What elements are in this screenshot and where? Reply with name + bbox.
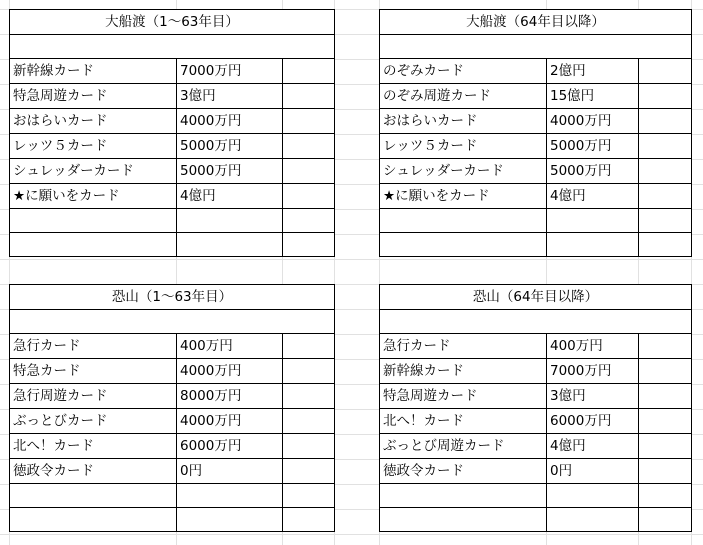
price-cell[interactable]: [547, 508, 639, 532]
card-name-cell[interactable]: 北へ！カード: [10, 434, 177, 459]
price-cell[interactable]: 2億円: [547, 59, 639, 84]
table-row: [10, 484, 335, 508]
card-name-cell[interactable]: 新幹線カード: [10, 59, 177, 84]
empty-cell[interactable]: [283, 484, 335, 508]
price-cell[interactable]: 400万円: [177, 334, 283, 359]
table-row: [10, 434, 335, 459]
price-cell[interactable]: [177, 484, 283, 508]
table-row: [380, 59, 692, 84]
blank-cell[interactable]: [380, 35, 692, 59]
price-cell[interactable]: 7000万円: [177, 59, 283, 84]
price-cell[interactable]: 5000万円: [177, 134, 283, 159]
price-cell[interactable]: 400万円: [547, 334, 639, 359]
table-row: [380, 109, 692, 134]
empty-cell[interactable]: [283, 359, 335, 384]
card-name-cell[interactable]: ぶっとびカード: [10, 409, 177, 434]
empty-cell[interactable]: [283, 159, 335, 184]
card-name-cell[interactable]: [380, 233, 547, 257]
price-cell[interactable]: [177, 233, 283, 257]
empty-cell[interactable]: [639, 484, 692, 508]
price-cell[interactable]: [547, 209, 639, 233]
table-row: [10, 84, 335, 109]
card-name-cell[interactable]: [10, 508, 177, 532]
empty-cell[interactable]: [283, 84, 335, 109]
card-name-cell[interactable]: 北へ！カード: [380, 409, 547, 434]
table-row: [380, 508, 692, 532]
empty-cell[interactable]: [283, 109, 335, 134]
card-name-cell[interactable]: のぞみカード: [380, 59, 547, 84]
empty-cell[interactable]: [283, 459, 335, 484]
blank-row: [10, 310, 335, 334]
price-cell[interactable]: [177, 209, 283, 233]
card-name-cell[interactable]: 徳政令カード: [380, 459, 547, 484]
table-row: [380, 459, 692, 484]
empty-cell[interactable]: [639, 134, 692, 159]
card-name-cell[interactable]: [10, 233, 177, 257]
card-name-cell[interactable]: 急行カード: [380, 334, 547, 359]
card-name-cell[interactable]: ぶっとび周遊カード: [380, 434, 547, 459]
table-row: [380, 334, 692, 359]
table-row: [10, 233, 335, 257]
empty-cell[interactable]: [283, 409, 335, 434]
price-cell[interactable]: 4000万円: [177, 409, 283, 434]
price-cell[interactable]: 0円: [177, 459, 283, 484]
card-name-cell[interactable]: 急行カード: [10, 334, 177, 359]
card-name-cell[interactable]: [380, 209, 547, 233]
empty-cell[interactable]: [283, 184, 335, 209]
card-name-cell[interactable]: 新幹線カード: [380, 359, 547, 384]
table-row: [10, 359, 335, 384]
table-row: [380, 233, 692, 257]
table-row: [380, 484, 692, 508]
empty-cell[interactable]: [639, 359, 692, 384]
blank-row: [380, 35, 692, 59]
card-name-cell[interactable]: [380, 484, 547, 508]
empty-cell[interactable]: [283, 59, 335, 84]
blank-row: [380, 310, 692, 334]
card-name-cell[interactable]: 特急周遊カード: [380, 384, 547, 409]
table-row: [380, 209, 692, 233]
empty-cell[interactable]: [639, 159, 692, 184]
table-row: [10, 209, 335, 233]
table-row: [10, 334, 335, 359]
card-name-cell[interactable]: 特急カード: [10, 359, 177, 384]
card-name-cell[interactable]: ★に願いをカード: [10, 184, 177, 209]
empty-cell[interactable]: [639, 434, 692, 459]
empty-cell[interactable]: [283, 233, 335, 257]
card-name-cell[interactable]: ★に願いをカード: [380, 184, 547, 209]
price-table-ofunato-late: [379, 9, 692, 257]
table-row: [380, 384, 692, 409]
table-row: [10, 134, 335, 159]
table-row: [10, 384, 335, 409]
blank-cell[interactable]: [10, 35, 335, 59]
card-name-cell[interactable]: のぞみ周遊カード: [380, 84, 547, 109]
price-cell[interactable]: [547, 233, 639, 257]
table-title[interactable]: 恐山（1〜63年目）: [10, 285, 335, 310]
price-cell[interactable]: 0円: [547, 459, 639, 484]
price-cell[interactable]: 4000万円: [177, 359, 283, 384]
card-name-cell[interactable]: おはらいカード: [380, 109, 547, 134]
empty-cell[interactable]: [283, 134, 335, 159]
empty-cell[interactable]: [639, 508, 692, 532]
price-cell[interactable]: 6000万円: [547, 409, 639, 434]
price-cell[interactable]: 7000万円: [547, 359, 639, 384]
table-row: [10, 508, 335, 532]
empty-cell[interactable]: [283, 334, 335, 359]
empty-cell[interactable]: [639, 209, 692, 233]
table-row: [10, 109, 335, 134]
empty-cell[interactable]: [283, 209, 335, 233]
price-cell[interactable]: 4000万円: [177, 109, 283, 134]
table-row: [380, 134, 692, 159]
card-name-cell[interactable]: [10, 484, 177, 508]
price-cell[interactable]: 6000万円: [177, 434, 283, 459]
table-title[interactable]: 恐山（64年目以降）: [380, 285, 692, 310]
empty-cell[interactable]: [639, 59, 692, 84]
price-cell[interactable]: 3億円: [177, 84, 283, 109]
card-name-cell[interactable]: レッツ５カード: [380, 134, 547, 159]
price-cell[interactable]: 4億円: [547, 184, 639, 209]
card-name-cell[interactable]: シュレッダーカード: [10, 159, 177, 184]
gridline-horizontal: [0, 259, 703, 260]
price-cell[interactable]: 4000万円: [547, 109, 639, 134]
table-row: [380, 409, 692, 434]
price-cell[interactable]: 4億円: [177, 184, 283, 209]
table-title-row: [380, 285, 692, 310]
empty-cell[interactable]: [639, 233, 692, 257]
table-row: [10, 459, 335, 484]
price-table-ofunato-early: [9, 9, 335, 257]
table-row: [380, 359, 692, 384]
table-title-row: [380, 10, 692, 35]
price-cell[interactable]: [177, 508, 283, 532]
table-title[interactable]: 大船渡（64年目以降）: [380, 10, 692, 35]
price-table-osorezan-early: [9, 284, 335, 532]
card-name-cell[interactable]: シュレッダーカード: [380, 159, 547, 184]
table-row: [10, 159, 335, 184]
table-row: [380, 184, 692, 209]
price-cell[interactable]: 5000万円: [177, 159, 283, 184]
empty-cell[interactable]: [639, 109, 692, 134]
card-name-cell[interactable]: おはらいカード: [10, 109, 177, 134]
price-cell[interactable]: 5000万円: [547, 134, 639, 159]
empty-cell[interactable]: [639, 184, 692, 209]
price-cell[interactable]: 4億円: [547, 434, 639, 459]
blank-cell[interactable]: [10, 310, 335, 334]
empty-cell[interactable]: [639, 459, 692, 484]
price-cell[interactable]: 15億円: [547, 84, 639, 109]
empty-cell[interactable]: [639, 84, 692, 109]
table-row: [380, 434, 692, 459]
table-title-row: [10, 285, 335, 310]
table-row: [380, 159, 692, 184]
price-cell[interactable]: 8000万円: [177, 384, 283, 409]
gridline-horizontal: [0, 534, 703, 535]
table-row: [10, 59, 335, 84]
blank-cell[interactable]: [380, 310, 692, 334]
empty-cell[interactable]: [639, 409, 692, 434]
card-name-cell[interactable]: 徳政令カード: [10, 459, 177, 484]
price-cell[interactable]: 5000万円: [547, 159, 639, 184]
table-row: [10, 409, 335, 434]
card-name-cell[interactable]: 急行周遊カード: [10, 384, 177, 409]
blank-row: [10, 35, 335, 59]
price-cell[interactable]: [547, 484, 639, 508]
price-cell[interactable]: 3億円: [547, 384, 639, 409]
card-name-cell[interactable]: [10, 209, 177, 233]
empty-cell[interactable]: [283, 508, 335, 532]
card-name-cell[interactable]: 特急周遊カード: [10, 84, 177, 109]
table-title-row: [10, 10, 335, 35]
card-name-cell[interactable]: [380, 508, 547, 532]
empty-cell[interactable]: [639, 384, 692, 409]
empty-cell[interactable]: [283, 434, 335, 459]
empty-cell[interactable]: [283, 384, 335, 409]
table-row: [380, 84, 692, 109]
table-title[interactable]: 大船渡（1〜63年目）: [10, 10, 335, 35]
empty-cell[interactable]: [639, 334, 692, 359]
price-table-osorezan-late: [379, 284, 692, 532]
table-row: [10, 184, 335, 209]
card-name-cell[interactable]: レッツ５カード: [10, 134, 177, 159]
